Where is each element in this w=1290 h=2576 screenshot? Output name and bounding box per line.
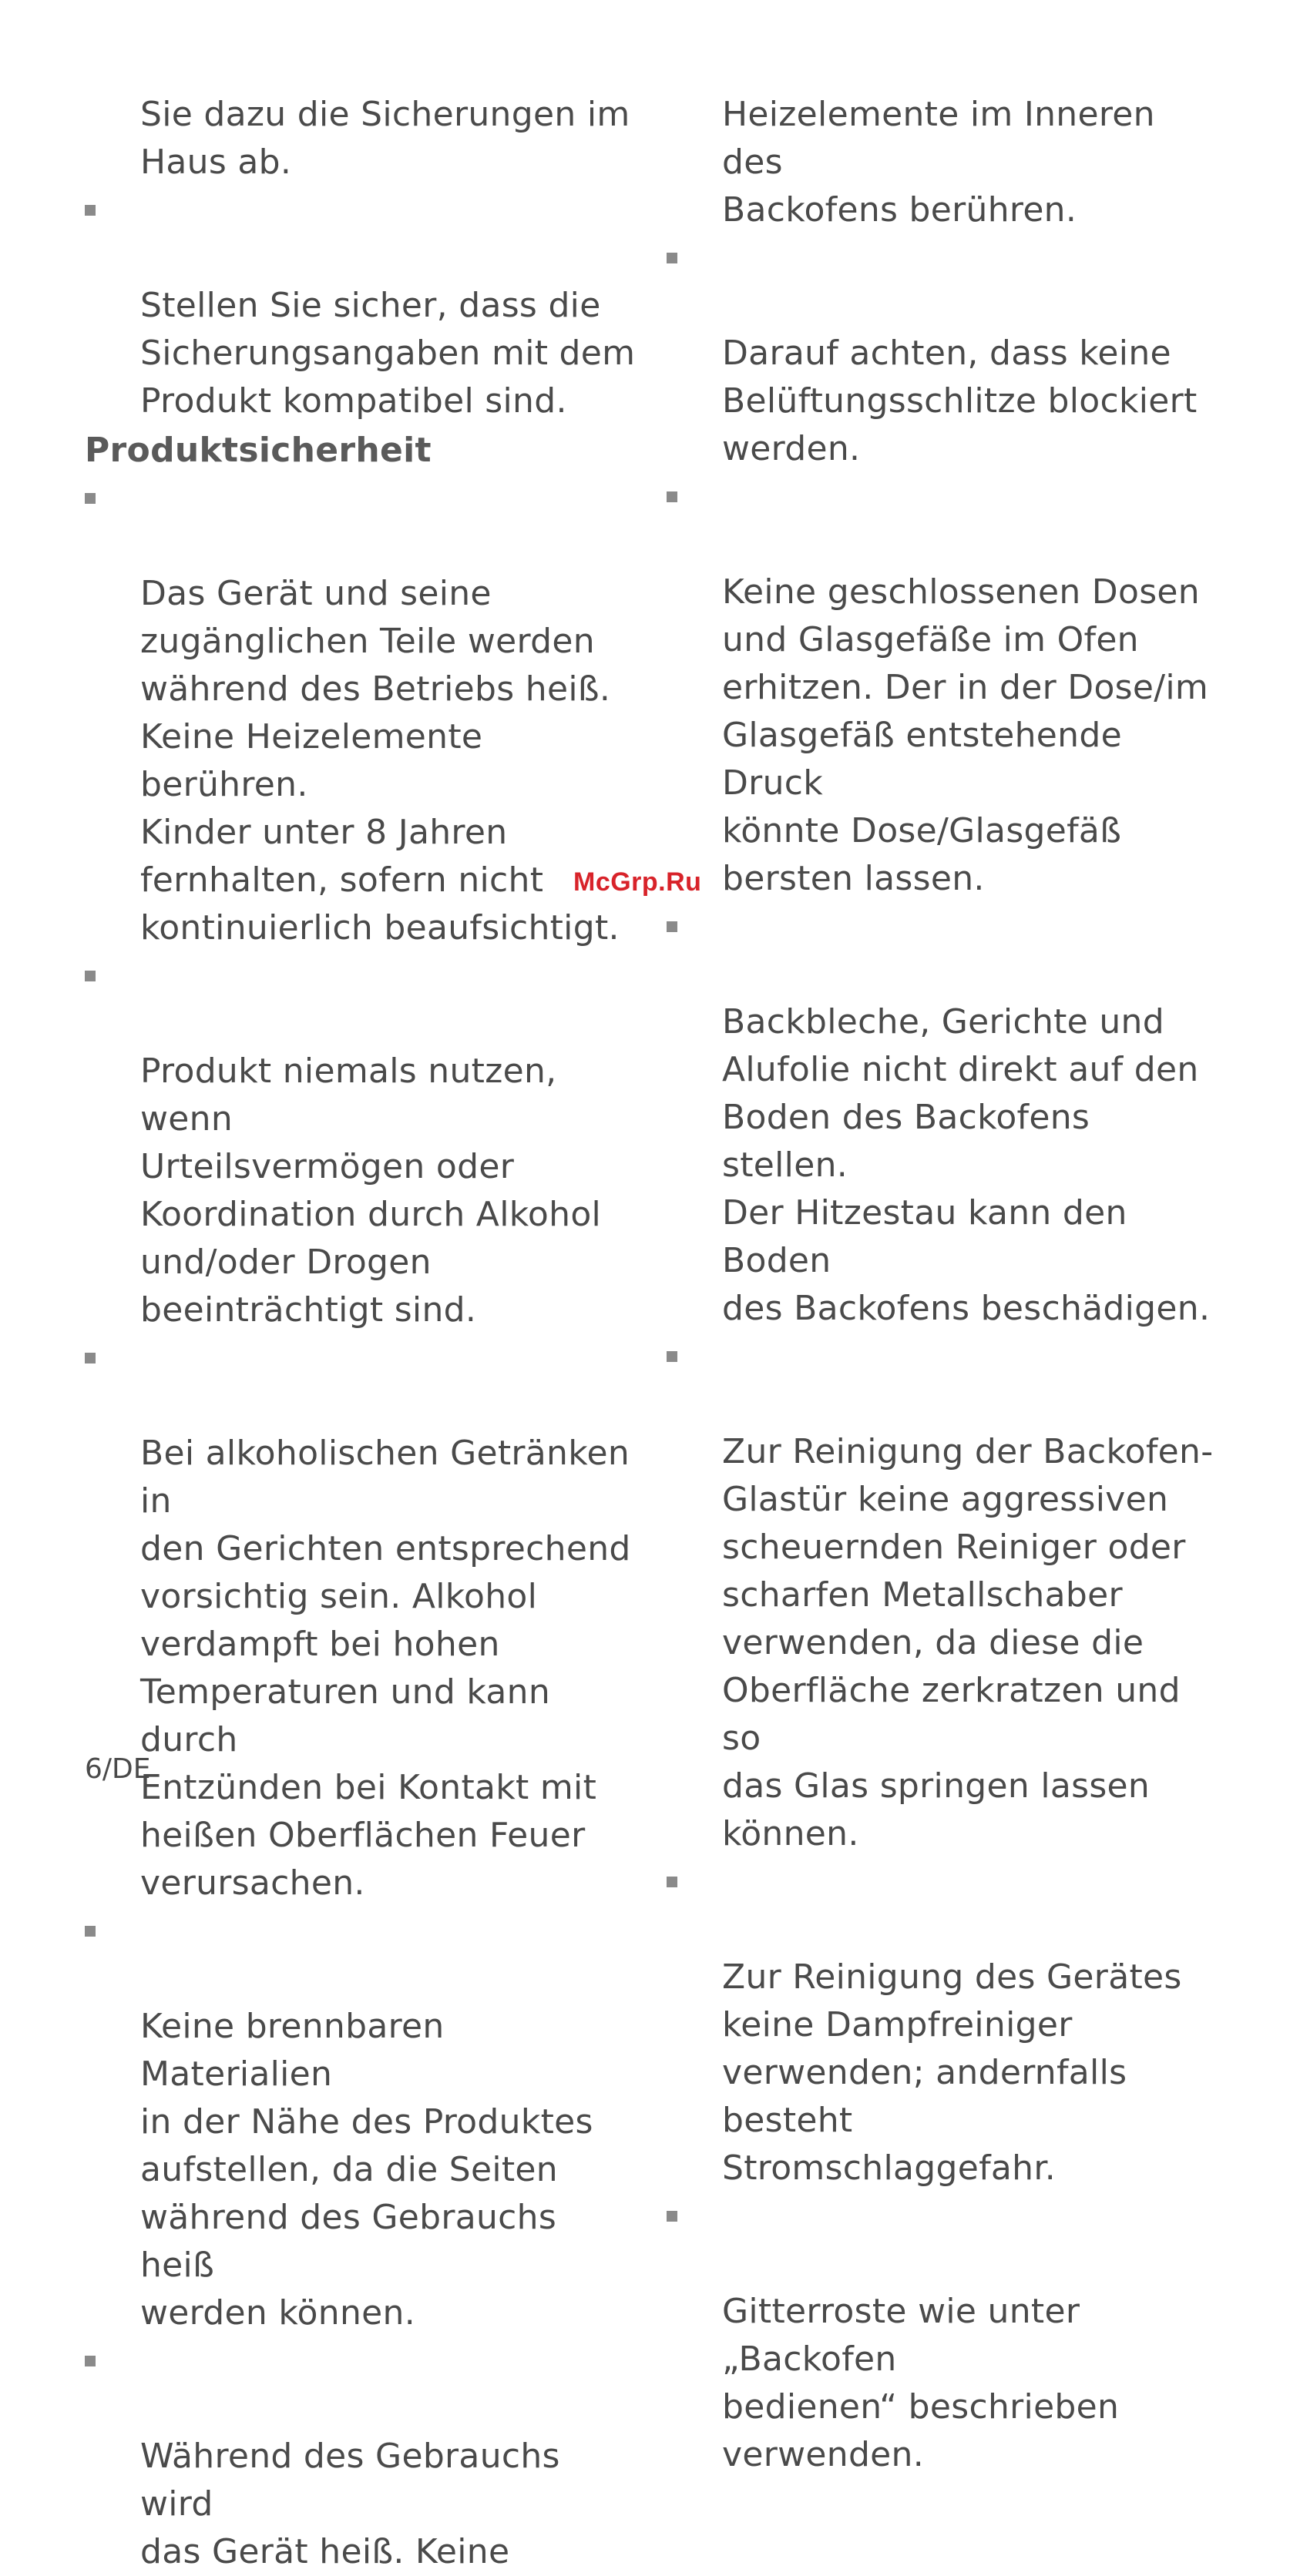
section-heading: Produktsicherheit [85, 431, 432, 470]
list-item-text: Gitterroste wie unter „Backofen bedienen“ beschrieben verwenden. [722, 2292, 1120, 2474]
bullet-icon [667, 253, 677, 263]
list-item-text: Bei alkoholischen Getränken in den Gerichten entsprechend vorsichtig sein. Alkohol verdampft bei hohen Temperaturen und kann durch Entzünden bei Kontakt mit heißen Oberflächen Feuer verursachen. [140, 1434, 631, 1903]
bullet-icon [667, 921, 677, 932]
list-item-text: Zur Reinigung der Backofen- Glastür keine aggressiven scheuernden Reiniger oder scharfen Metallschaber verwenden, da diese die Oberfläche zerkratzen und so das Glas springen lassen können. [722, 1432, 1214, 1853]
bullet-icon [85, 1926, 96, 1937]
list-item-text: Keine geschlossenen Dosen und Glasgefäße im Ofen erhitzen. Der in der Dose/im Glasgefäß entstehende Druck könnte Dose/Glasgefäß bersten lassen. [722, 572, 1209, 898]
list-item-text: Während des Gebrauchs wird das Gerät heiß. Keine [140, 2437, 560, 2571]
list-item [85, 952, 640, 1334]
continuation-text: Sie dazu die Sicherungen im Haus ab. [140, 95, 630, 182]
watermark: McGrp.Ru [573, 867, 702, 897]
list-item-text: Produkt niemals nutzen, wenn Urteilsvermögen oder Koordination durch Alkohol und/oder Drogen beeinträchtigt sind. [140, 1052, 602, 1330]
list-item-text: Darauf achten, dass keine Belüftungsschlitze blockiert werden. [722, 334, 1198, 468]
bullet-icon [85, 971, 96, 981]
list-item [667, 1858, 1221, 2192]
list-item-text: Keine brennbaren Materialien in der Nähe des Produktes aufstellen, da die Seiten während des Gebrauchs heiß werden können. [140, 2007, 593, 2333]
list-item-text: Stellen Sie sicher, dass die Sicherungsangaben mit dem Produkt kompatibel sind. [140, 286, 636, 421]
bullet-icon [85, 205, 96, 216]
list-item [667, 2192, 1221, 2479]
bullet-icon [85, 493, 96, 504]
list-item [85, 1334, 640, 1907]
list-item [85, 475, 640, 952]
list-item [85, 2337, 640, 2576]
page-number: 6/DE [85, 1753, 151, 1785]
left-column [85, 91, 640, 2576]
bullet-icon [667, 1877, 677, 1887]
list-item [85, 1907, 640, 2337]
list-item-text: Zur Reinigung des Gerätes keine Dampfreiniger verwenden; andernfalls besteht Stromschlaggefahr. [722, 1957, 1182, 2188]
bullet-icon [667, 1351, 677, 1362]
list-item [667, 1333, 1221, 1858]
list-item [667, 234, 1221, 473]
list-item-text: Backbleche, Gerichte und Alufolie nicht direkt auf den Boden des Backofens stellen. Der Hitzestau kann den Boden des Backofens beschädigen. [722, 1002, 1211, 1328]
right-column [667, 91, 1221, 2479]
bullet-icon [85, 2356, 96, 2366]
bullet-icon [667, 491, 677, 502]
bullet-icon [85, 1353, 96, 1363]
continuation-text: Heizelemente im Inneren des Backofens berühren. [722, 95, 1155, 230]
list-item [667, 903, 1221, 1333]
list-item-text: Das Gerät und seine zugänglichen Teile werden während des Betriebs heiß. Keine Heizelemente berühren. Kinder unter 8 Jahren fernhalten, sofern nicht kontinuierlich beaufsichtigt. [140, 574, 620, 948]
bullet-icon [667, 2211, 677, 2222]
list-item [85, 186, 640, 425]
list-item [667, 473, 1221, 903]
